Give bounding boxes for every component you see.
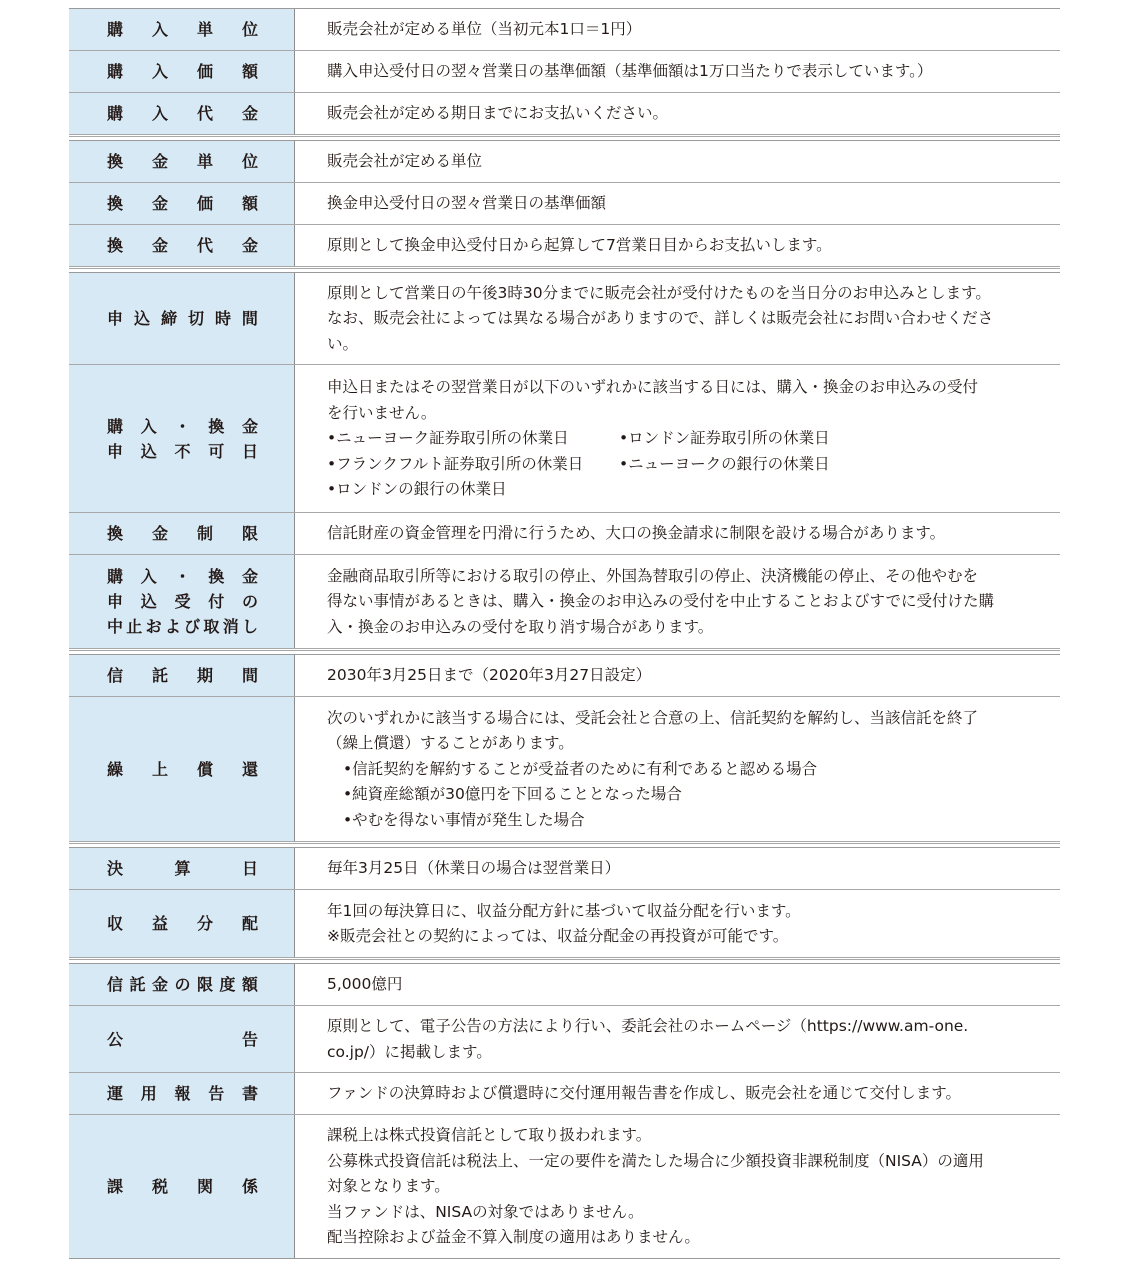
bullet-item: •ニューヨーク証券取引所の休業日 bbox=[327, 429, 569, 448]
row-label-line: 購 入 単 位 bbox=[107, 20, 258, 39]
bullet-item: •ロンドンの銀行の休業日 bbox=[327, 480, 507, 499]
row-value-line: ファンドの決算時および償還時に交付運用報告書を作成し、販売会社を通じて交付します。 bbox=[327, 1084, 961, 1103]
bullet-item: •純資産総額が30億円を下回ることとなった場合 bbox=[343, 785, 682, 804]
row-value bbox=[295, 9, 1060, 50]
row-value-line: 換金申込受付日の翌々営業日の基準価額 bbox=[327, 194, 607, 213]
row-value-line: 対象となります。 bbox=[327, 1177, 450, 1196]
section-group bbox=[69, 272, 1060, 651]
table-row bbox=[69, 655, 1060, 697]
row-value-line: 原則として換金申込受付日から起算して7営業日目からお支払いします。 bbox=[327, 236, 832, 255]
row-label-line: 購 入 ・ 換 金 bbox=[107, 567, 258, 586]
row-value bbox=[295, 225, 1060, 266]
row-value bbox=[295, 848, 1060, 889]
row-value bbox=[295, 273, 1060, 364]
bullet-item: •信託契約を解約することが受益者のために有利であると認める場合 bbox=[343, 759, 818, 778]
table-row bbox=[69, 513, 1060, 555]
section-group bbox=[69, 847, 1060, 960]
row-value bbox=[295, 1006, 1060, 1072]
row-value-line: （繰上償還）することがあります。 bbox=[327, 734, 574, 753]
row-value bbox=[295, 141, 1060, 182]
table-row bbox=[69, 273, 1060, 365]
row-value bbox=[295, 555, 1060, 648]
row-value-line: 原則として営業日の午後3時30分までに販売会社が受付けたものを当日分のお申込みとします。 bbox=[327, 283, 991, 302]
row-label bbox=[69, 273, 295, 364]
row-label bbox=[69, 365, 295, 512]
row-label-line: 繰 上 償 還 bbox=[107, 759, 258, 779]
table-row bbox=[69, 51, 1060, 93]
row-label-line: 信 託 金 の 限 度 額 bbox=[107, 975, 258, 994]
row-value-line: 得ない事情があるときは、購入・換金のお申込みの受付を中止することおよびすでに受付けた購 bbox=[327, 592, 994, 611]
section-group bbox=[69, 654, 1060, 844]
row-value-line: を行いません。 bbox=[327, 403, 437, 422]
bullet-pair bbox=[327, 477, 1040, 503]
row-label bbox=[69, 225, 295, 266]
row-value bbox=[295, 93, 1060, 134]
row-label-line: 公 告 bbox=[107, 1029, 258, 1049]
row-label bbox=[69, 848, 295, 889]
row-label-line: 収 益 分 配 bbox=[107, 914, 258, 933]
row-value-line: 申込日またはその翌営業日が以下のいずれかに該当する日には、購入・換金のお申込みの受付 bbox=[327, 378, 979, 397]
row-value-line: 配当控除および益金不算入制度の適用はありません。 bbox=[327, 1228, 700, 1247]
row-label-line: 課 税 関 係 bbox=[107, 1177, 258, 1196]
row-label-line: 運 用 報 告 書 bbox=[107, 1084, 258, 1103]
table-row bbox=[69, 555, 1060, 648]
row-label-line: 申 込 受 付 の bbox=[107, 592, 258, 611]
row-value-line: 公募株式投資信託は税法上、一定の要件を満たした場合に少額投資非課税制度（NISA）の適用 bbox=[327, 1151, 984, 1170]
table-row bbox=[69, 697, 1060, 841]
row-value bbox=[295, 1115, 1060, 1258]
table-row bbox=[69, 141, 1060, 183]
row-value bbox=[295, 890, 1060, 957]
bullet-pair bbox=[327, 426, 1040, 452]
table-row bbox=[69, 964, 1060, 1006]
table-row bbox=[69, 1006, 1060, 1073]
row-label bbox=[69, 513, 295, 554]
row-value-line: 2030年3月25日まで（2020年3月27日設定） bbox=[327, 666, 652, 685]
row-label bbox=[69, 9, 295, 50]
row-value-line: ※販売会社との契約によっては、収益分配金の再投資が可能です。 bbox=[327, 927, 789, 945]
table-row bbox=[69, 183, 1060, 225]
bullet-item: •ロンドン証券取引所の休業日 bbox=[619, 429, 830, 448]
row-label-line: 購 入 価 額 bbox=[107, 62, 258, 81]
section-group bbox=[69, 8, 1060, 137]
row-value-line: co.jp/）に掲載します。 bbox=[327, 1042, 492, 1061]
table-row bbox=[69, 93, 1060, 134]
row-label-line: 換 金 価 額 bbox=[107, 194, 258, 213]
bullet-item: •やむを得ない事情が発生した場合 bbox=[343, 810, 585, 829]
row-label bbox=[69, 555, 295, 648]
row-label-line: 換 金 代 金 bbox=[107, 236, 258, 255]
row-value-line: 年1回の毎決算日に、収益分配方針に基づいて収益分配を行います。 bbox=[327, 901, 801, 920]
bullet-item: •フランクフルト証券取引所の休業日 bbox=[327, 454, 584, 473]
row-value bbox=[295, 697, 1060, 841]
row-label-line: 購 入 代 金 bbox=[107, 104, 258, 123]
row-value-line: なお、販売会社によっては異なる場合がありますので、詳しくは販売会社にお問い合わせくださ bbox=[327, 309, 994, 328]
bullet-pair bbox=[327, 452, 1040, 478]
table-row bbox=[69, 890, 1060, 957]
table-row bbox=[69, 365, 1060, 513]
row-label bbox=[69, 697, 295, 841]
row-label bbox=[69, 1073, 295, 1114]
table-row bbox=[69, 1115, 1060, 1258]
row-value-line: 販売会社が定める単位（当初元本1口＝1円） bbox=[327, 20, 642, 39]
row-value-line: 入・換金のお申込みの受付を取り消す場合があります。 bbox=[327, 617, 714, 636]
row-label bbox=[69, 1006, 295, 1072]
row-label bbox=[69, 51, 295, 92]
row-value bbox=[295, 655, 1060, 696]
table-row bbox=[69, 848, 1060, 890]
row-value-line: 課税上は株式投資信託として取り扱われます。 bbox=[327, 1126, 652, 1145]
row-value-line: 購入申込受付日の翌々営業日の基準価額（基準価額は1万口当たりで表示しています。） bbox=[327, 62, 933, 81]
row-label bbox=[69, 1115, 295, 1258]
row-value-line: 販売会社が定める期日までにお支払いください。 bbox=[327, 104, 669, 123]
row-value bbox=[295, 51, 1060, 92]
row-value-line: 金融商品取引所等における取引の停止、外国為替取引の停止、決済機能の停止、その他やむを bbox=[327, 566, 979, 585]
row-value bbox=[295, 1073, 1060, 1114]
row-label bbox=[69, 183, 295, 224]
row-value bbox=[295, 365, 1060, 512]
row-label-line: 信 託 期 間 bbox=[107, 666, 258, 685]
row-label-line: 申 込 締 切 時 間 bbox=[107, 309, 258, 328]
row-label bbox=[69, 141, 295, 182]
row-value-line: 信託財産の資金管理を円滑に行うため、大口の換金請求に制限を設ける場合があります。 bbox=[327, 524, 946, 543]
row-label-line: 申 込 不 可 日 bbox=[107, 441, 258, 461]
row-value-line: 当ファンドは、NISAの対象ではありません。 bbox=[327, 1202, 644, 1221]
row-value-line: い。 bbox=[327, 334, 359, 353]
row-label-line: 中 止 お よ び 取 消 し bbox=[107, 617, 258, 636]
row-label-line: 換 金 単 位 bbox=[107, 152, 258, 171]
row-value bbox=[295, 513, 1060, 554]
row-label bbox=[69, 93, 295, 134]
row-value bbox=[295, 183, 1060, 224]
row-value-line: 原則として、電子公告の方法により行い、委託会社のホームページ（https://www.am-one. bbox=[327, 1017, 969, 1035]
row-value-line: 次のいずれかに該当する場合には、受託会社と合意の上、信託契約を解約し、当該信託を終了 bbox=[327, 708, 979, 727]
row-label-line: 決 算 日 bbox=[107, 859, 258, 878]
bullet-item: •ニューヨークの銀行の休業日 bbox=[619, 454, 830, 473]
row-value-line: 毎年3月25日（休業日の場合は翌営業日） bbox=[327, 859, 621, 878]
row-label bbox=[69, 964, 295, 1005]
row-value-line: 販売会社が定める単位 bbox=[327, 152, 483, 171]
row-label bbox=[69, 655, 295, 696]
row-label-line: 購 入 ・ 換 金 bbox=[107, 416, 258, 436]
fund-terms-table bbox=[69, 8, 1060, 1262]
table-row bbox=[69, 9, 1060, 51]
row-label-line: 換 金 制 限 bbox=[107, 524, 258, 543]
table-row bbox=[69, 225, 1060, 266]
table-row bbox=[69, 1073, 1060, 1115]
row-value bbox=[295, 964, 1060, 1005]
row-value-line: 5,000億円 bbox=[327, 975, 403, 994]
section-group bbox=[69, 963, 1060, 1259]
row-label bbox=[69, 890, 295, 957]
section-group bbox=[69, 140, 1060, 269]
